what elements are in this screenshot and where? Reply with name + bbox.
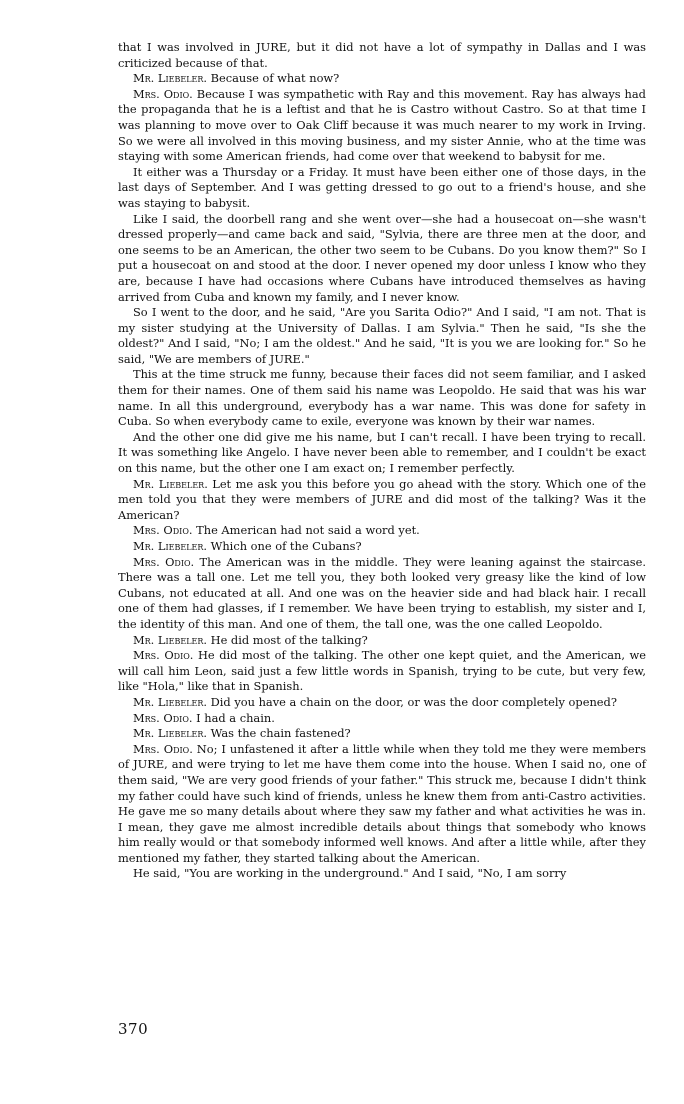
paragraph-text: Was the chain fastened?: [207, 726, 351, 741]
paragraph: [118, 866, 646, 882]
paragraph-text: This at the time struck me funny, because their faces did not seem familiar, and I asked them for their names. One of them said his name was Leopoldo. He said that was his war name. In all this underground, everybody has a war name. This was done for safety in Cuba. So when everybody came to exile, everyone was known by their war names.: [118, 367, 646, 429]
paragraph-text: The American had not said a word yet.: [192, 523, 420, 538]
paragraph-text: So I went to the door, and he said, "Are you Sarita Odio?" And I said, "I am not. That is my sister studying at the University of Dallas. I am Sylvia." Then he said, "Is she the oldest?" And I said, "No; I am the oldest." And he said, "It is you we are looking for." So he said, "We are members of JURE.": [118, 305, 646, 366]
paragraph: [118, 742, 646, 867]
paragraph: [118, 555, 646, 633]
paragraph-text: And the other one did give me his name, but I can't recall. I have been trying to recall. It was something like Angelo. I have never been able to remember, and I couldn't be exact on this name, but the other one I am exact on; I remember perfectly.: [118, 429, 646, 476]
paragraph: [118, 711, 646, 727]
paragraph-text: Did you have a chain on the door, or was the door completely opened?: [207, 694, 617, 709]
paragraph: [118, 71, 646, 87]
paragraph: [118, 477, 646, 524]
speaker-label: Mrs. Odio.: [133, 648, 194, 663]
paragraph: [118, 165, 646, 212]
speaker-label: Mr. Liebeler.: [133, 694, 208, 709]
paragraph-text: Because of what now?: [207, 71, 340, 86]
speaker-label: Mrs. Odio.: [133, 554, 195, 569]
speaker-label: Mrs. Odio.: [133, 523, 193, 538]
paragraph-text: Which one of the Cubans?: [207, 539, 362, 553]
page-number: 370: [118, 1020, 149, 1038]
speaker-label: Mr. Liebeler.: [133, 632, 208, 647]
paragraph-text: Let me ask you this before you go ahead with the story. Which one of the men told you that they were members of JURE and did most of the talking? Was it the American?: [118, 476, 646, 522]
paragraph: [118, 40, 646, 71]
paragraph: [118, 305, 646, 367]
paragraph-text: He did most of the talking. The other one kept quiet, and the American, we will call him Leon, said just a few little words in Spanish, trying to be cute, but very few, like "Hola," like that in Spanish.: [118, 648, 646, 694]
paragraph: [118, 87, 646, 165]
paragraph: [118, 633, 646, 649]
paragraph: [118, 695, 646, 711]
paragraph: [118, 523, 646, 539]
paragraph: [118, 539, 646, 555]
speaker-label: Mr. Liebeler.: [133, 476, 208, 491]
paragraph-text: Like I said, the doorbell rang and she went over—she had a housecoat on—she wasn't dressed properly—and came back and said, "Sylvia, there are three men at the door, and one seems to be an American, the other two seem to be Cubans. Do you know them?" So I put a housecoat on and stood at the door. I never opened my door unless I know who they are, because I have had occasions where Cubans have introduced themselves as having arrived from Cuba and known my family, and I never know.: [118, 211, 646, 304]
paragraph-text: No; I unfastened it after a little while when they told me they were members of JURE, and were trying to let me have them come into the house. When I said no, one of them said, "We are very good friends of your father." This struck me, because I didn't think my father could have such kind of friends, unless he knew them from anti-Castro activities. He gave me so many details about where they saw my father and what activities he was in. I mean, they gave me almost incredible details about things that somebody who knows him really would or that somebody informed well knows. And after a little while, after they mentioned my father, they started talking about the American.: [118, 741, 646, 865]
document-body: [118, 40, 646, 882]
paragraph: [118, 726, 646, 742]
paragraph: [118, 430, 646, 477]
speaker-label: Mrs. Odio.: [133, 710, 193, 725]
speaker-label: Mrs. Odio.: [133, 86, 193, 101]
speaker-label: Mr. Liebeler.: [133, 71, 208, 86]
paragraph-text: The American was in the middle. They were leaning against the staircase. There was a tall one. Let me tell you, they both looked very greasy like the kind of low Cubans, not educated at all. And one was on the heavier side and had black hair. I recall one of them had glasses, if I remember. We have been trying to establish, my sister and I, the identity of this man. And one of them, the tall one, was the one called Leopoldo.: [118, 554, 646, 631]
paragraph-text: He said, "You are working in the underground." And I said, "No, I am sorry: [133, 866, 567, 881]
speaker-label: Mr. Liebeler.: [133, 726, 208, 741]
paragraph: [118, 648, 646, 695]
paragraph-text: that I was involved in JURE, but it did not have a lot of sympathy in Dallas and I was criticized because of that.: [118, 40, 646, 70]
paragraph-text: He did most of the talking?: [207, 632, 368, 647]
paragraph-text: I had a chain.: [192, 710, 275, 725]
paragraph-text: It either was a Thursday or a Friday. It must have been either one of those days, in the last days of September. And I was getting dressed to go out to a friend's house, and she was staying to babysit.: [118, 164, 646, 210]
paragraph: [118, 212, 646, 306]
speaker-label: Mr. Liebeler.: [133, 539, 208, 553]
speaker-label: Mrs. Odio.: [133, 741, 193, 756]
paragraph: [118, 367, 646, 429]
paragraph-text: Because I was sympathetic with Ray and this movement. Ray has always had the propaganda that he is a leftist and that he is Castro without Castro. So at that time I was planning to move over to Oak Cliff because it was much nearer to my work in Irving. So we were all involved in this moving business, and my sister Annie, who at the time was staying with some American friends, had come over that weekend to babysit for me.: [118, 86, 646, 164]
